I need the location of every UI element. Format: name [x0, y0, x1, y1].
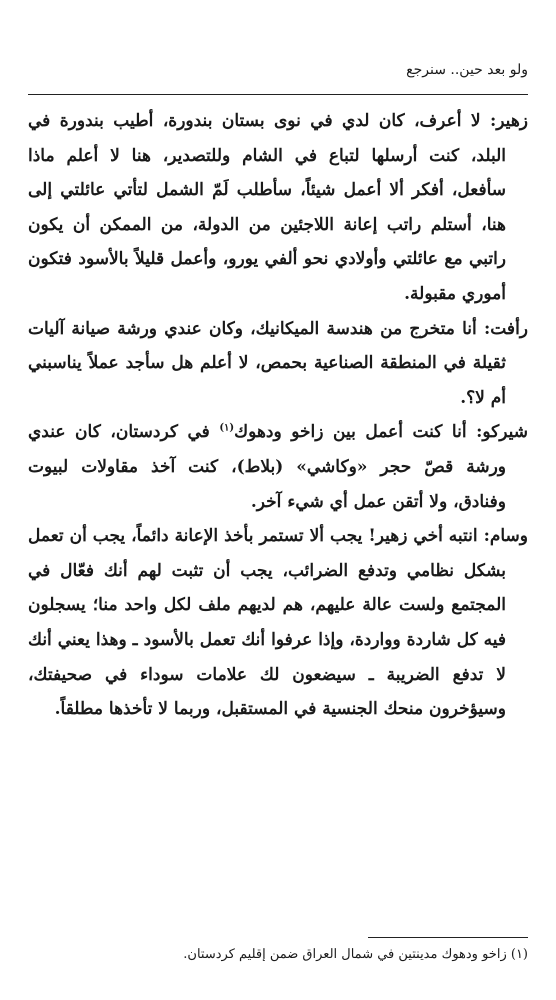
speaker-name: زهير: [490, 111, 528, 131]
header-rule [28, 94, 528, 95]
dialogue-paragraph-wisam [28, 519, 528, 727]
dialogue-text: انتبه أخي زهير! يجب ألا تستمر بأخذ الإعانة دائماً، يجب أن تعمل بشكل نظامي وتدفع الضرائب، يجب أن تثبت لهم أنك فعّال في المجتمع ولست عالة عليهم، هم لديهم ملف لكل واحد منا؛ يسجلون فيه كل شاردة وواردة، وإذا عرفوا أنك تعمل بالأسود ـ وهذا يعني أنك لا تدفع الضريبة ـ سيضعون لك علامات سوداء في صحيفتك، وسيؤخرون منحك الجنسية في المستقبل، وربما لا تأخذها مطلقاً. [28, 526, 506, 720]
dialogue-paragraph-sherko [28, 415, 528, 519]
speaker-name: وسام: [483, 526, 528, 547]
dialogue-text: في كردستان، كان عندي ورشة قصّ حجر «وكاشي» (بلاط)، كنت آخذ مقاولات لبيوت وفنادق، ولا أتقن عمل أي شيء آخر. [28, 422, 506, 512]
dialogue-text: لا أعرف، كان لدي في نوى بستان بندورة، أطيب بندورة في البلد، كنت أرسلها لتباع في الشام وللتصدير، هنا لا أعلم ماذا سأفعل، أفكر ألا أعمل شيئاً، سأطلب لَمّ الشمل لتأتي عائلتي إلى هنا، أستلم راتب إعانة اللاجئين من الدولة، من الممكن أن يكون راتبي مع عائلتي وأولادي نحو ألفي يورو، وأعمل قليلاً بالأسود فتكون أموري مقبولة. [28, 111, 506, 304]
dialogue-text: أنا كنت أعمل بين زاخو ودهوك [234, 422, 467, 443]
speaker-name: رأفت: [483, 318, 528, 339]
running-head: ولو بعد حين.. سنرجع [406, 62, 528, 78]
dialogue-text: أنا متخرج من هندسة الميكانيك، وكان عندي ورشة صيانة آليات ثقيلة في المنطقة الصناعية بحمص، لا أعلم هل سأجد عملاً يناسبني أم لا؟. [28, 318, 506, 408]
dialogue-body [28, 104, 528, 727]
speaker-name: شيركو: [476, 422, 529, 443]
dialogue-paragraph-rafat [28, 312, 528, 416]
dialogue-paragraph-zuhair [28, 104, 528, 312]
footnote: (١) زاخو ودهوك مدينتين في شمال العراق ضمن إقليم كردستان. [183, 947, 528, 962]
footnote-reference[interactable]: (١) [219, 422, 235, 434]
footnote-rule [368, 937, 528, 938]
